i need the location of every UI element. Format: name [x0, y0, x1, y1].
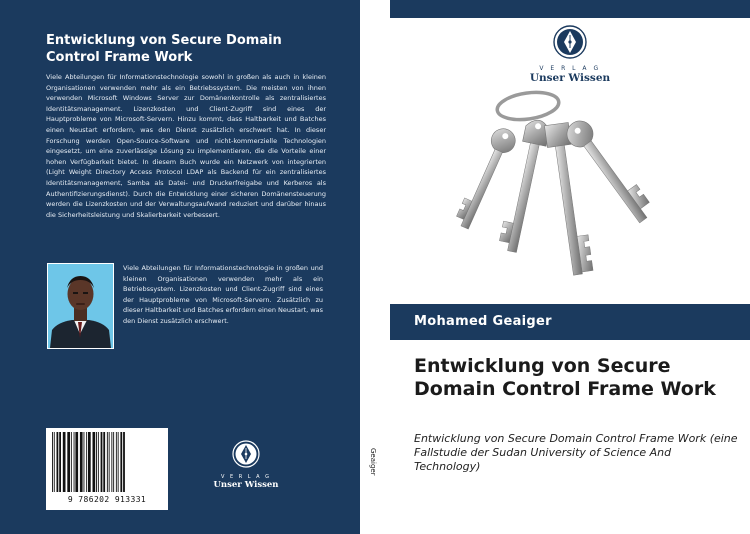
barcode-bar	[84, 432, 85, 492]
back-cover-title: Entwicklung von Secure Domain Control Frame Work	[46, 33, 282, 65]
author-bio: Viele Abteilungen für Informationstechnologie in großen und kleinen Organisationen verwenden mehr als ein Betriebssystem. Lizenzkosten und Client-Zugriff sind eines der Hauptprobleme von Microsoft-Servern. Zusätzlich zu dieser Haltbarkeit und Batches erfordern einen Neustart, was den Dienst zusätzlich erschwert.	[123, 264, 323, 325]
barcode-bar	[107, 432, 108, 492]
barcode-bar	[98, 432, 99, 492]
back-cover	[0, 0, 360, 534]
front-publisher-verlag: V E R L A G	[539, 65, 601, 72]
barcode-bar	[88, 432, 91, 492]
back-cover-blurb: Viele Abteilungen für Informationstechnologie sowohl in großen als auch in kleinen Organisationen verwenden mehr als ein Betriebssystem. Die meisten von ihnen verwenden Microsoft Windows Server zur Domänenkontrolle als zentralisiertes Identitätsmanagement. Lizenzkosten und Client-Zugriff sind eines der Hauptprobleme von Microsoft-Servern. Hinzu kommt, dass Haltbarkeit und Batches einen Neustart erfordern, was den Dienst zusätzlich erschwert hat. In dieser Forschung werden Open-Source-Software und nicht-kommerzielle Technologien eingesetzt, um eine zuverlässige Lösung zu implementieren, die die Vorteile einer hohen Verfügbarkeit bietet. In diesem Buch wurde ein Netzwerk von integrierten (Light Weight Directory Access Protocol LDAP als Backend für ein zentralisiertes Identitätsmanagement, Samba als Datei- und Druckerfreigabe und Kerberos als Authentifizierungsdienst). Durch die Entwicklung einer sicheren Domänensteuerung werden die Lizenzkosten und der Verwaltungsaufwand reduziert und darüber hinaus die Sicherheitsleistung und Skalierbarkeit verbessert.	[46, 73, 326, 219]
barcode-bar	[52, 432, 53, 492]
front-top-bar	[390, 0, 750, 18]
front-subtitle: Entwicklung von Secure Domain Control Frame Work (eine Fallstudie der Sudan University of Science And Technology)	[414, 432, 738, 473]
barcode-bar	[116, 432, 117, 492]
barcode-digits: 9 786202 913331	[67, 495, 147, 504]
author-photo	[47, 263, 114, 349]
back-publisher-logo	[208, 440, 284, 491]
back-publisher-name: Unser Wissen	[213, 480, 279, 490]
spine-author-area	[360, 448, 390, 488]
barcode-bar	[63, 432, 66, 492]
author-band	[390, 304, 750, 340]
isbn-barcode	[46, 428, 168, 510]
barcode-bar	[67, 432, 70, 492]
front-publisher-name: Unser Wissen	[529, 72, 611, 84]
barcode-bar	[57, 432, 59, 492]
barcode-bar	[123, 432, 125, 492]
fountain-pen-nib-icon	[553, 25, 587, 59]
barcode-bar	[113, 432, 114, 492]
barcode-bar	[93, 432, 96, 492]
barcode-bar	[101, 432, 103, 492]
barcode-bar	[75, 432, 78, 492]
barcode-bar	[59, 432, 61, 492]
front-title: Entwicklung von Secure Domain Control Frame Work	[414, 355, 716, 400]
fountain-pen-nib-icon	[232, 440, 260, 468]
barcode-bar	[71, 432, 72, 492]
barcode-bar	[109, 432, 110, 492]
portrait-icon	[48, 264, 113, 348]
keys-on-ring-icon	[440, 88, 680, 298]
barcode-bar	[118, 432, 119, 492]
spine-author: Geaiger	[369, 448, 377, 476]
front-author-name: Mohamed Geaiger	[414, 314, 552, 329]
barcode-bar	[54, 432, 55, 492]
barcode-bar	[86, 432, 87, 492]
barcode-bar	[111, 432, 112, 492]
barcode-bar	[120, 432, 122, 492]
barcode-bar	[96, 432, 97, 492]
back-publisher-verlag: V E R L A G	[220, 474, 272, 480]
barcode-bars	[46, 428, 168, 494]
front-publisher-logo	[525, 25, 615, 85]
barcode-bar	[103, 432, 105, 492]
barcode-bar	[80, 432, 83, 492]
barcode-bar	[74, 432, 75, 492]
